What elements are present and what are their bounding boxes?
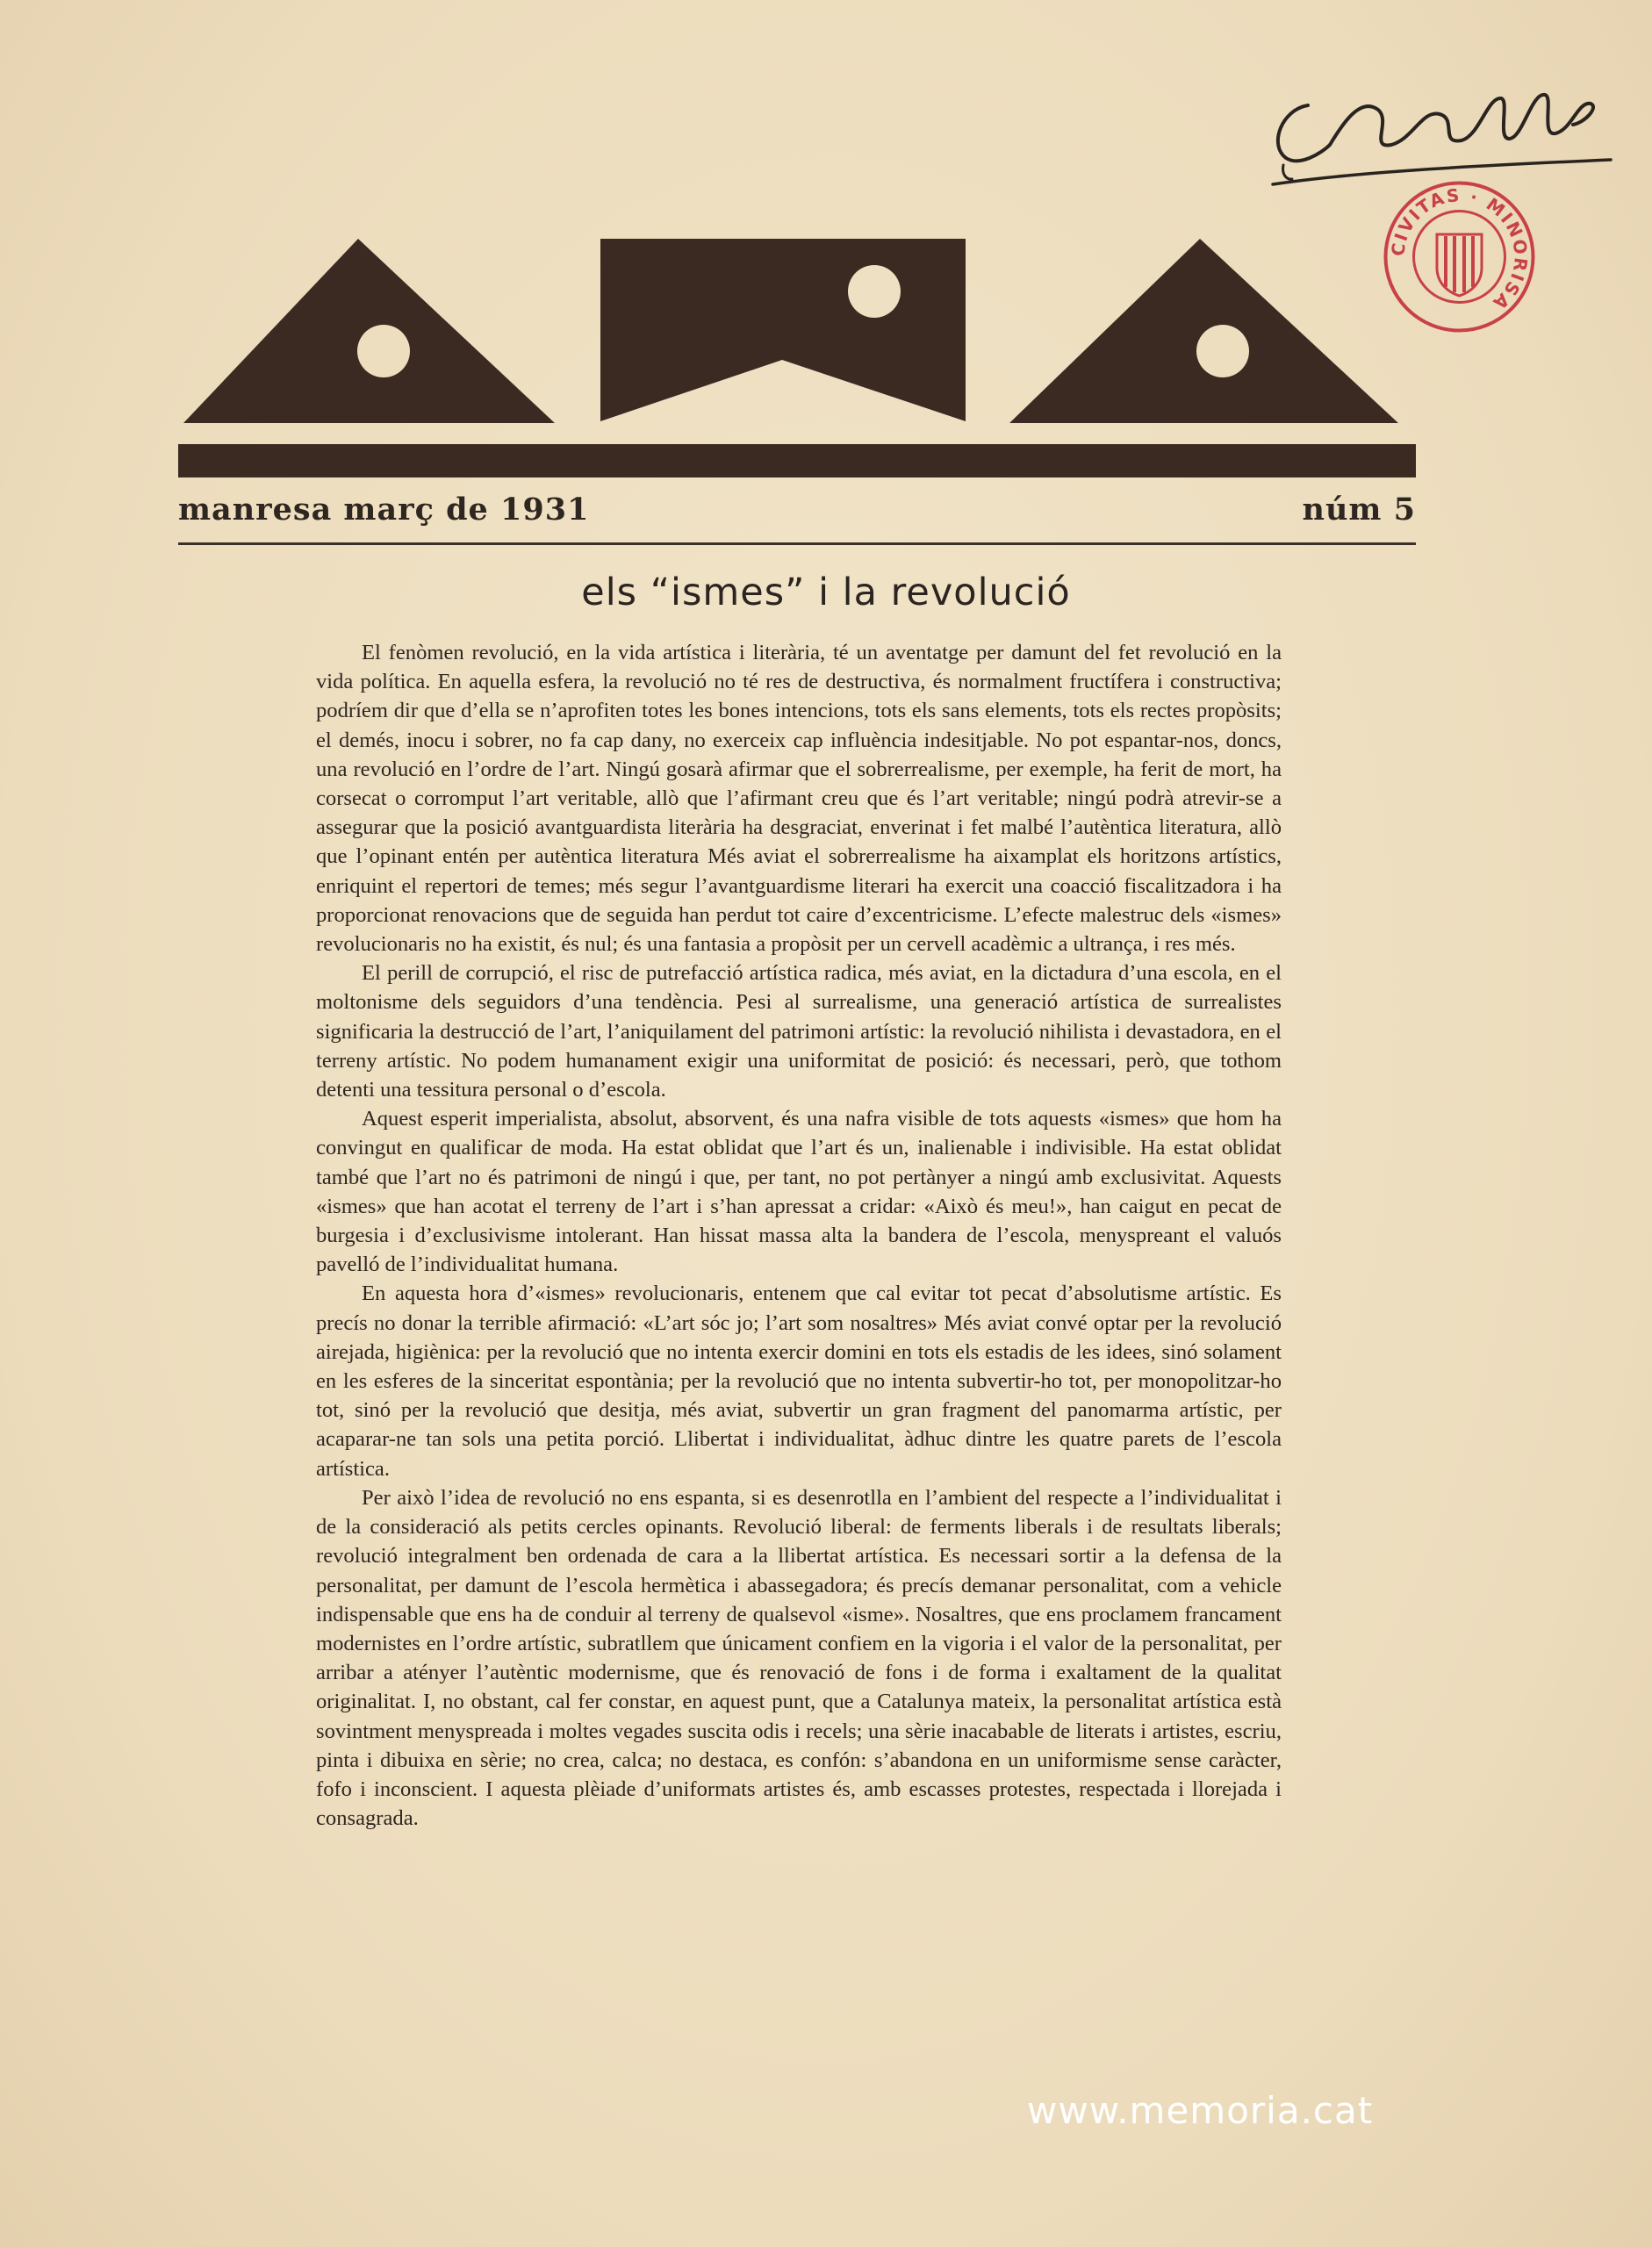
logo-center-block — [600, 239, 966, 421]
watermark: www.memoria.cat — [1027, 2089, 1374, 2132]
paragraph: El fenòmen revolució, en la vida artística i literària, té un aventatge per damunt del fet revolució en la vida política. En aquella esfera, la revolució no té res de destructiva, és normalment fructífera i constructiva; podríem dir que d’ella se n’aprofiten totes les bones intencions, tots els sans elements, tots els rectes propòsits; el demés, inocu i sobrer, no fa cap dany, no exerceix cap influència indesitjable. No pot espantar-nos, doncs, una revolució en l’ordre de l’art. Ningú gosarà afirmar que el sobrerrealisme, per exemple, ha ferit de mort, ha corsecat o corromput l’art veritable, allò que l’afirmant creu que és l’art veritable; ningú podrà atrevir-se a assegurar que la posició avantguardista literària ha desgraciat, enverinat i fet malbé l’autèntica literatura, allò que l’opinant entén per autèntica literatura Més aviat el sobrerrealisme ha aixamplat els horitzons artístics, enriquint el repertori de temes; més segur l’avantguardisme literari ha exercit una coacció fiscalitzadora i ha proporcionat renovacions que de seguida han perdut tot caire d’excentricisme. L’efecte malestruc dels «ismes» revolucionaris no ha existit, és nul; és una fantasia a propòsit per un cervell acadèmic a ultrança, i res més. — [316, 641, 1282, 957]
article-body — [316, 638, 1282, 1833]
logo-left-triangle — [183, 239, 555, 423]
logo-right-triangle — [1009, 239, 1398, 423]
issue-place-date: manresa març de 1931 — [178, 492, 590, 528]
article-title: els “ismes” i la revolució — [581, 571, 1071, 614]
issue-line — [178, 492, 1416, 527]
paragraph: En aquesta hora d’«ismes» revolucionaris, entenem que cal evitar tot pecat d’absolutisme artístic. Es precís no donar la terrible afirmació: «L’art sóc jo; l’art som nosaltres» Més aviat convé optar per la revolució airejada, higiènica: per la revolució que no intenta exercir domini en tots els estadis de les idees, sinó solament en les esferes de la sinceritat espontània; per la revolució que no intenta subvertir-ho tot, per monopolitzar-ho tot, sinó per la revolució que desitja, més aviat, subvertir un gran fragment del panomarma artístic, per acaparar-ne tan sols una petita porció. Llibertat i individualitat, àdhuc dintre les quatre parets de l’escola artística. — [316, 1281, 1282, 1481]
masthead-band — [178, 444, 1416, 477]
paragraph: Aquest esperit imperialista, absolut, absorvent, és una nafra visible de tots aquests «ismes» que hom ha convingut en qualificar de moda. Ha estat oblidat que l’art és un, inalienable i indivisible. Ha estat oblidat també que l’art no és patrimoni de ningú i que, per tant, no pot pertànyer a ningú amb exclusivitat. Aquests «ismes» que han acotat el terreny de l’art i s’han apressat a cridar: «Això és meu!», han caigut en pecat de burgesia i d’exclusivisme intolerant. Han hissat massa alta la bandera de l’escola, menyspreant el valuós pavelló de l’individualitat humana. — [316, 1107, 1282, 1277]
municipal-stamp — [1383, 180, 1536, 334]
paragraph: Per això l’idea de revolució no ens espanta, si es desenrotlla en l’ambient del respecte a l’individualitat i de la consideració als petits cercles opinants. Revolució liberal: de ferments liberals i de resultats liberals; revolució integralment ben ordenada de cara a la llibertat artística. Es necessari sortir a la defensa de la personalitat, per damunt de l’escola hermètica i abassegadora; és precís demanar personalitat, com a vehicle indispensable que ens ha de conduir al terreny de qualsevol «isme». Nosaltres, que ens proclamem francament modernistes en l’ordre artístic, subratllem que únicament confiem en la vigoria i el valor de la personalitat, per arribar a atényer l’autèntic modernisme, que és renovació de fons i de forma i exaltament de la qualitat originalitat. I, no obstant, cal fer constar, en aquest punt, que a Catalunya mateix, la personalitat artística està sovintment menyspreada i moltes vegades suscita odis i recels; una sèrie inacabable de literats i artistes, escriu, pinta i dibuixa en sèrie; no crea, calca; no destaca, es confón: s’abandona en un uniformisme sense caràcter, fofo i inconscient. I aquesta plèiade d’uniformats artistes és, amb escasses protestes, respectada i llorejada i consagrada. — [316, 1485, 1282, 1831]
paragraph: El perill de corrupció, el risc de putrefacció artística radica, més aviat, en la dictadura d’una escola, en el moltonisme dels seguidors d’una tendència. Pesi al surrealisme, una generació artística de surrealistes significaria la destrucció de l’art, l’aniquilament del patrimoni artístic: la revolució nihilista i devastadora, en el terreny artístic. No podem humanament exigir una uniformitat de posició: és necessari, però, que tothom detenti una tessitura personal o d’escola. — [316, 961, 1282, 1102]
issue-number: núm 5 — [1302, 492, 1416, 528]
stamp-text: CIVITAS · MINORISA — [1387, 184, 1533, 315]
header-rule — [178, 542, 1416, 545]
